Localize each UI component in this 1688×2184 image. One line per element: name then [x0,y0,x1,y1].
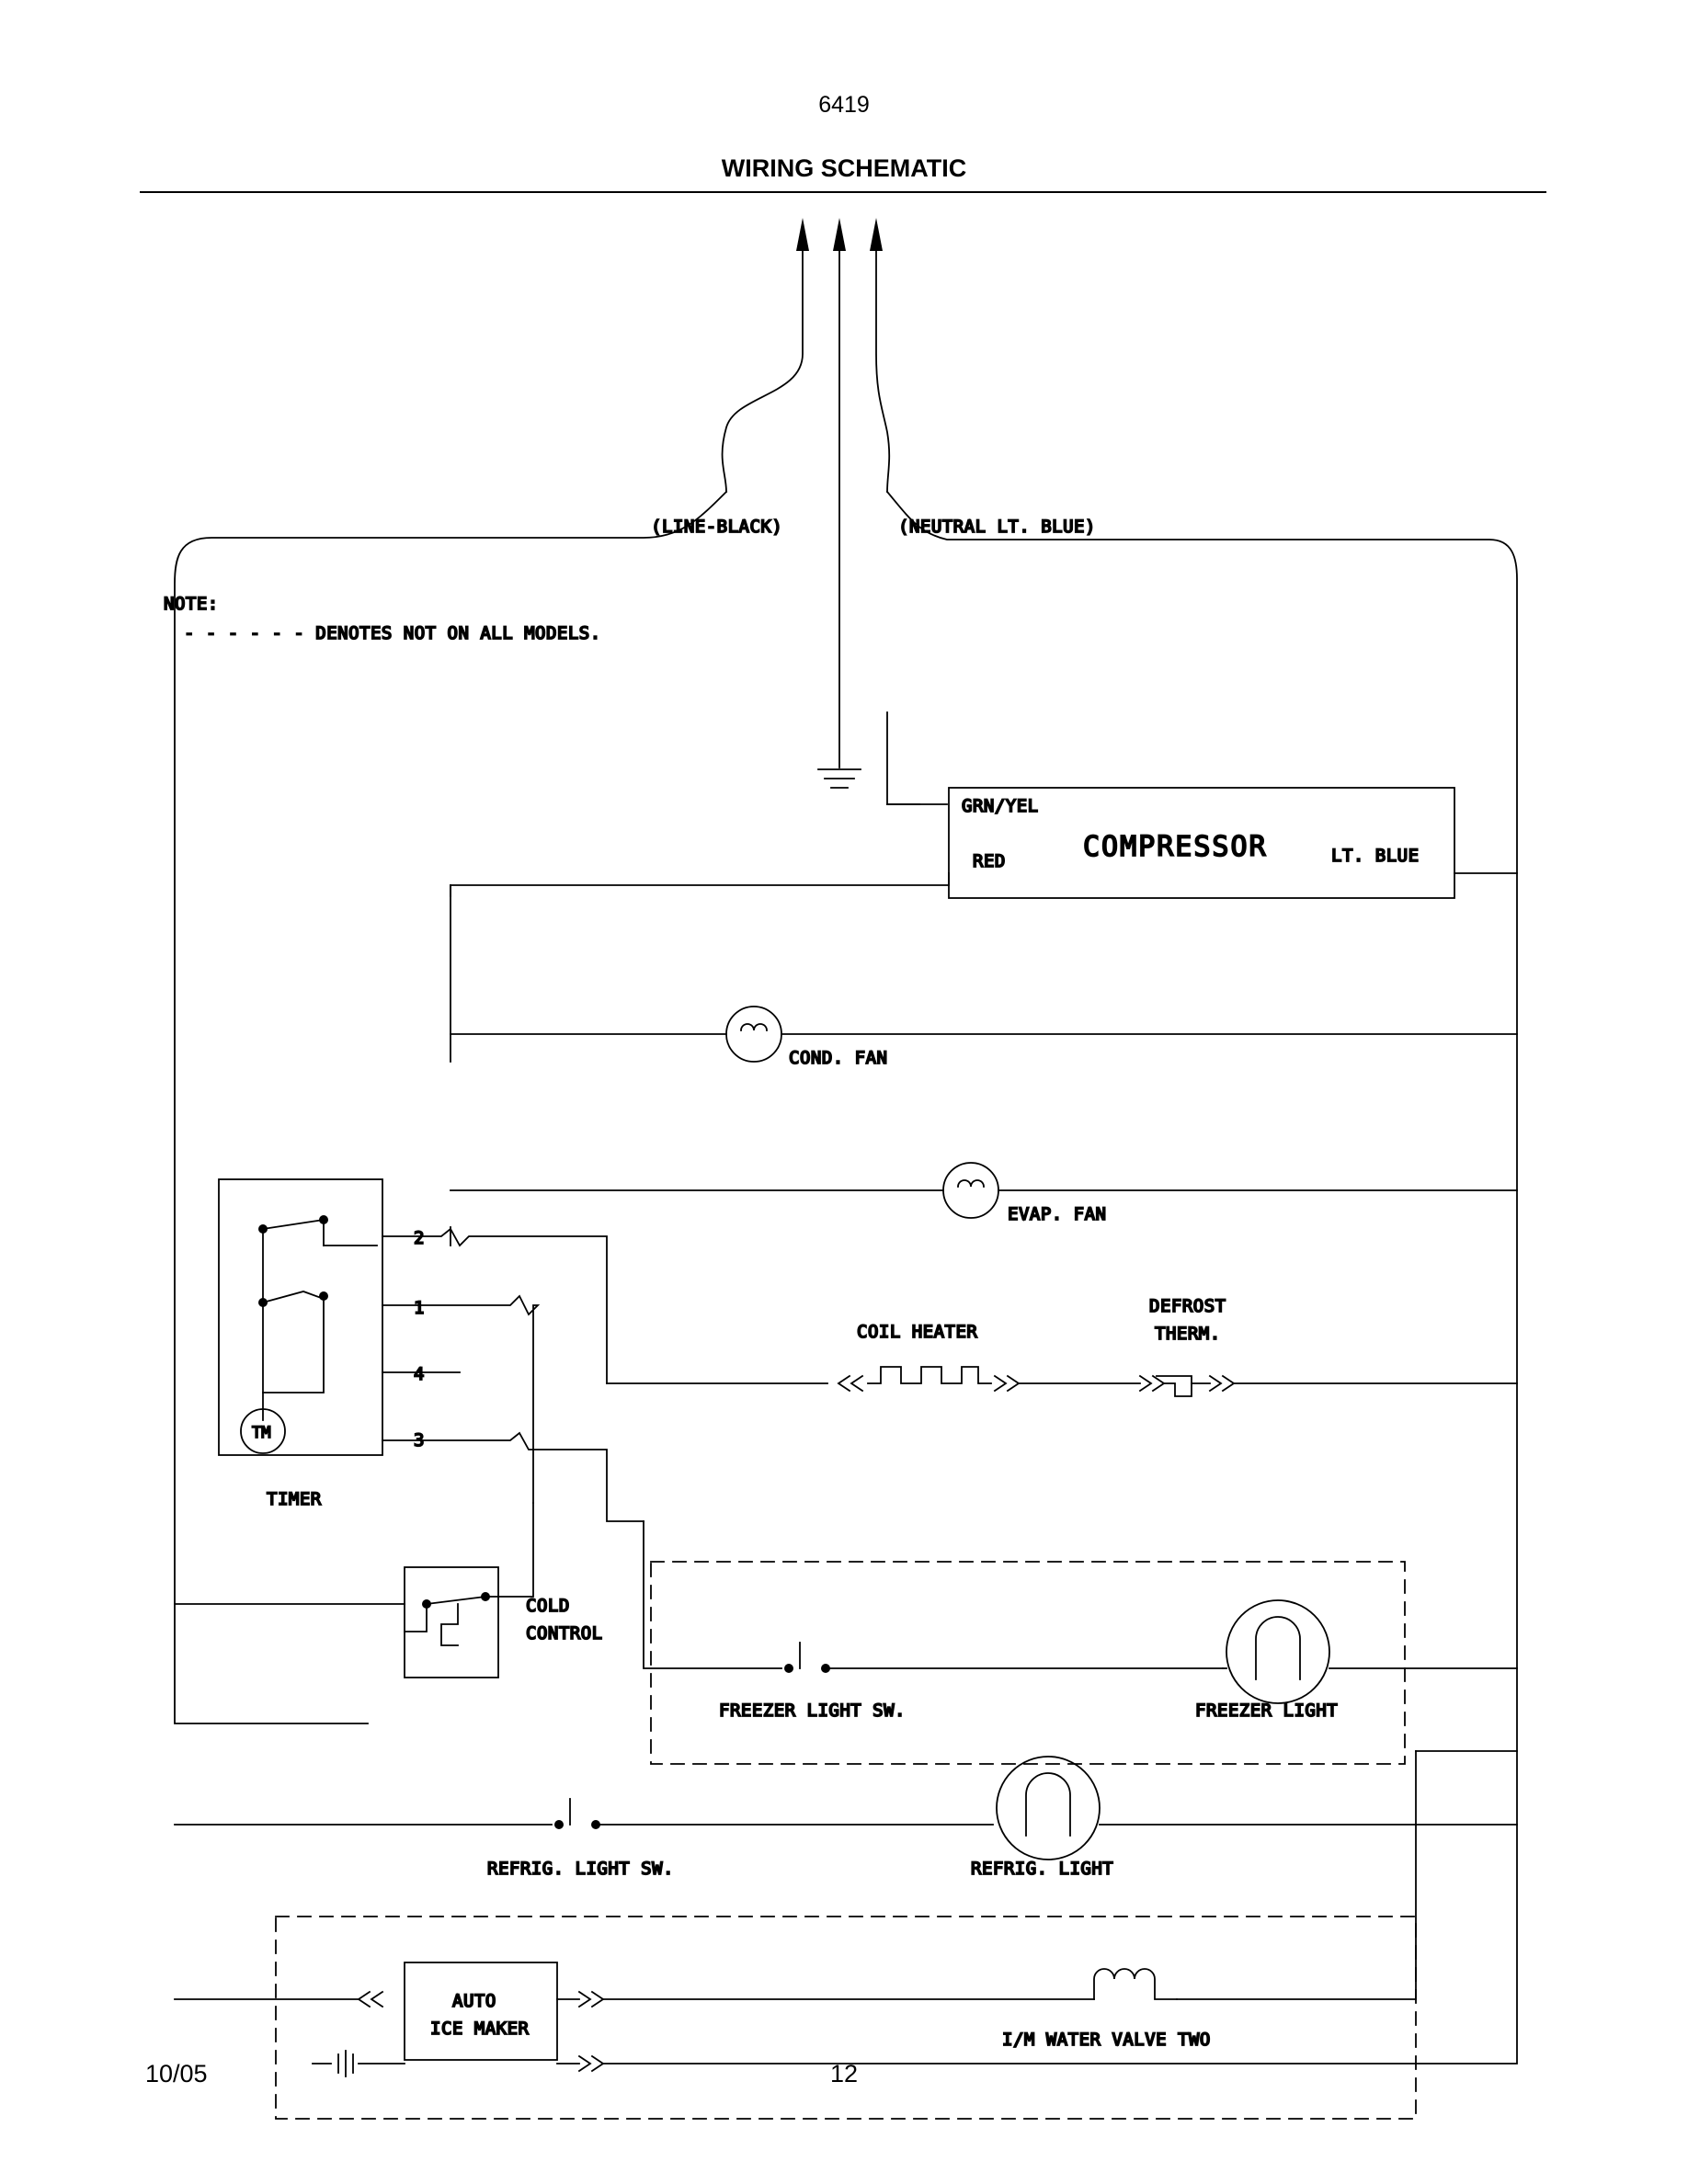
timer-motor-label: TM [252,1424,271,1442]
compressor-terminal-grn-yel: GRN/YEL [962,796,1039,816]
page-title: WIRING SCHEMATIC [721,154,967,182]
timer-label: TIMER [267,1489,322,1509]
freezer-light-section [644,1521,1517,1764]
timer-terminal-1: 1 [414,1298,425,1318]
cold-control-label-line2: CONTROL [526,1623,603,1644]
note-heading: NOTE: [164,594,219,614]
refrig-light-sw-label: REFRIG. LIGHT SW. [487,1859,674,1879]
timer-terminal-2: 2 [414,1228,425,1248]
compressor-terminal-lt-blue: LT. BLUE [1331,846,1420,866]
model-number: 6419 [818,92,870,118]
refrig-light-section [175,1757,1517,1879]
refrig-light-label: REFRIG. LIGHT [971,1859,1114,1879]
cond-fan-label: COND. FAN [789,1048,888,1068]
compressor-label: COMPRESSOR [1083,831,1268,863]
evap-fan-branch [451,1163,1517,1224]
freezer-light-sw-label: FREEZER LIGHT SW. [719,1701,906,1721]
defrost-therm-label-line2: THERM. [1155,1324,1221,1344]
defrost-therm-label-line1: DEFROST [1149,1296,1226,1316]
timer-block [219,1179,382,1509]
title-divider [140,191,1546,193]
timer-terminal-3: 3 [414,1430,425,1450]
coil-heater-label: COIL HEATER [857,1322,978,1342]
footer-page-number: 12 [829,2060,859,2087]
ice-maker-label-line1: AUTO [452,1991,496,2011]
cold-control-label-line1: COLD [526,1596,570,1616]
note-text: - - - - - - DENOTES NOT ON ALL MODELS. [184,623,601,643]
coil-heater-branch [607,1296,1517,1396]
timer-terminal-4: 4 [414,1364,425,1384]
supply-cord-group [723,218,890,768]
cond-fan-branch [451,1007,1517,1068]
cold-control-block [405,1503,603,1678]
ice-maker-label-line2: ICE MAKER [430,2019,530,2039]
evap-fan-label: EVAP. FAN [1008,1204,1107,1224]
im-water-valve-label: I/M WATER VALVE TWO [1002,2030,1211,2050]
compressor-terminal-red: RED [973,851,1006,871]
footer-date: 10/05 [145,2060,208,2087]
label-line-black: (LINE-BLACK) [651,517,783,537]
wiring-schematic-figure [0,198,1688,2050]
freezer-light-label: FREEZER LIGHT [1195,1701,1339,1721]
label-neutral-lt-blue: (NEUTRAL LT. BLUE) [898,517,1096,537]
ground-symbol [818,769,861,788]
compressor-block [949,788,1454,898]
